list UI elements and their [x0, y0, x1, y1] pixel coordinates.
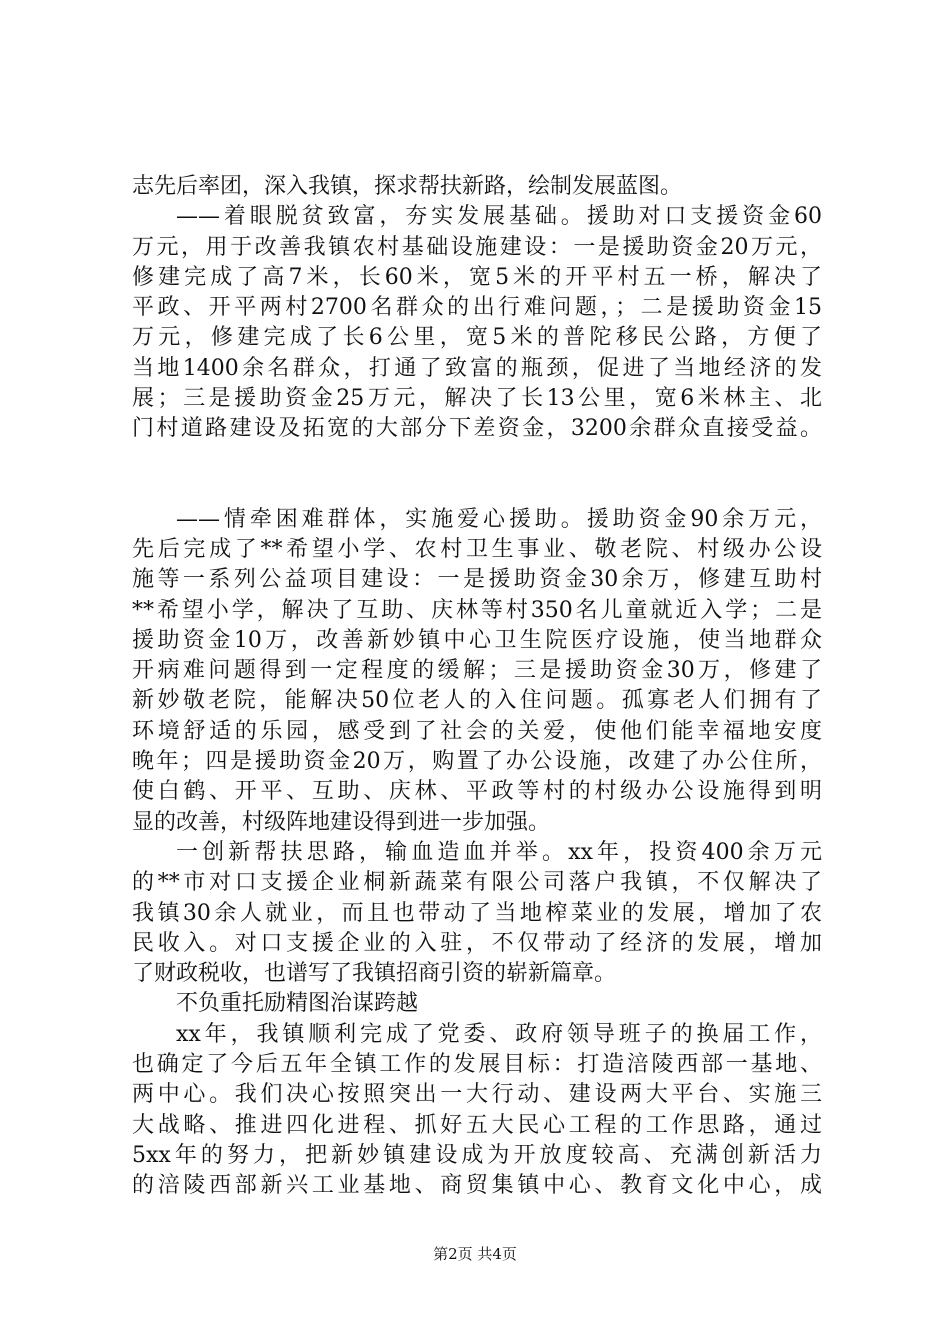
text-line: 使白鹤、开平、互助、庆林、平政等村的村级办公设施得到明 — [132, 779, 822, 805]
text-line: 万元，用于改善我镇农村基础设施建设：一是援助资金20万元， — [132, 234, 822, 260]
text-line: 大战略、推进四化进程、抓好五大民心工程的工作思路，通过 — [132, 1112, 822, 1138]
text-line: 的**市对口支援企业桐新蔬菜有限公司落户我镇，不仅解决了 — [132, 870, 822, 896]
paragraph-start-line: ——着眼脱贫致富，夯实发展基础。援助对口支援资金60 — [176, 204, 822, 230]
text-line: 门村道路建设及拓宽的大部分下差资金，3200余群众直接受益。 — [132, 416, 822, 442]
text-line: 展；三是援助资金25万元，解决了长13公里，宽6米林主、北 — [132, 386, 822, 412]
text-line: 开病难问题得到一定程度的缓解；三是援助资金30万，修建了 — [132, 658, 822, 684]
text-line: 万元，修建完成了长6公里，宽5米的普陀移民公路，方便了 — [132, 325, 822, 351]
paragraph-start-line: xx年，我镇顺利完成了党委、政府领导班子的换届工作， — [176, 1021, 822, 1047]
text-line: 修建完成了高7米，长60米，宽5米的开平村五一桥，解决了 — [132, 264, 822, 290]
page-footer — [0, 1243, 950, 1264]
text-line: 5xx年的努力，把新妙镇建设成为开放度较高、充满创新活力 — [132, 1142, 822, 1168]
text-line: 环境舒适的乐园，感受到了社会的关爱，使他们能幸福地安度 — [132, 718, 822, 744]
text-line: 施等一系列公益项目建设：一是援助资金30余万，修建互助村 — [132, 567, 822, 593]
text-line: 当地1400余名群众，打通了致富的瓶颈，促进了当地经济的发 — [132, 355, 822, 381]
text-line: 新妙敬老院，能解决50位老人的入住问题。孤寡老人们拥有了 — [132, 688, 822, 714]
text-line: 了财政税收，也谱写了我镇招商引资的崭新篇章。 — [132, 961, 617, 987]
text-line: 两中心。我们决心按照突出一大行动、建设两大平台、实施三 — [132, 1082, 822, 1108]
text-line: 先后完成了**希望小学、农村卫生事业、敬老院、村级办公设 — [132, 536, 822, 562]
paragraph-gap — [132, 445, 822, 505]
section-heading: 不负重托励精图治谋跨越 — [176, 991, 419, 1017]
text-line: 援助资金10万，改善新妙镇中心卫生院医疗设施，使当地群众 — [132, 627, 822, 653]
text-line: 晚年；四是援助资金20万，购置了办公设施，改建了办公住所， — [132, 749, 822, 775]
text-line: 志先后率团，深入我镇，探求帮扶新路，绘制发展蓝图。 — [132, 174, 683, 199]
text-line: 我镇30余人就业，而且也带动了当地榨菜业的发展，增加了农 — [132, 900, 822, 926]
text-line: 平政、开平两村2700名群众的出行难问题，；二是援助资金15 — [132, 295, 822, 321]
paragraph-start-line: ——情牵困难群体，实施爱心援助。援助资金90余万元， — [176, 506, 822, 532]
text-line: **希望小学，解决了互助、庆林等村350名儿童就近入学；二是 — [132, 597, 822, 623]
page-number: 第2页 共4页 — [433, 1245, 517, 1263]
text-line: 的涪陵西部新兴工业基地、商贸集镇中心、教育文化中心，成 — [132, 1173, 822, 1199]
text-line: 也确定了今后五年全镇工作的发展目标：打造涪陵西部一基地、 — [132, 1052, 822, 1078]
text-line: 显的改善，村级阵地建设得到进一步加强。 — [132, 809, 551, 835]
paragraph-start-line: 一创新帮扶思路，输血造血并举。xx年，投资400余万元 — [176, 839, 822, 865]
text-line: 民收入。对口支援企业的入驻，不仅带动了经济的发展，增加 — [132, 930, 822, 956]
body-text — [132, 172, 822, 1202]
